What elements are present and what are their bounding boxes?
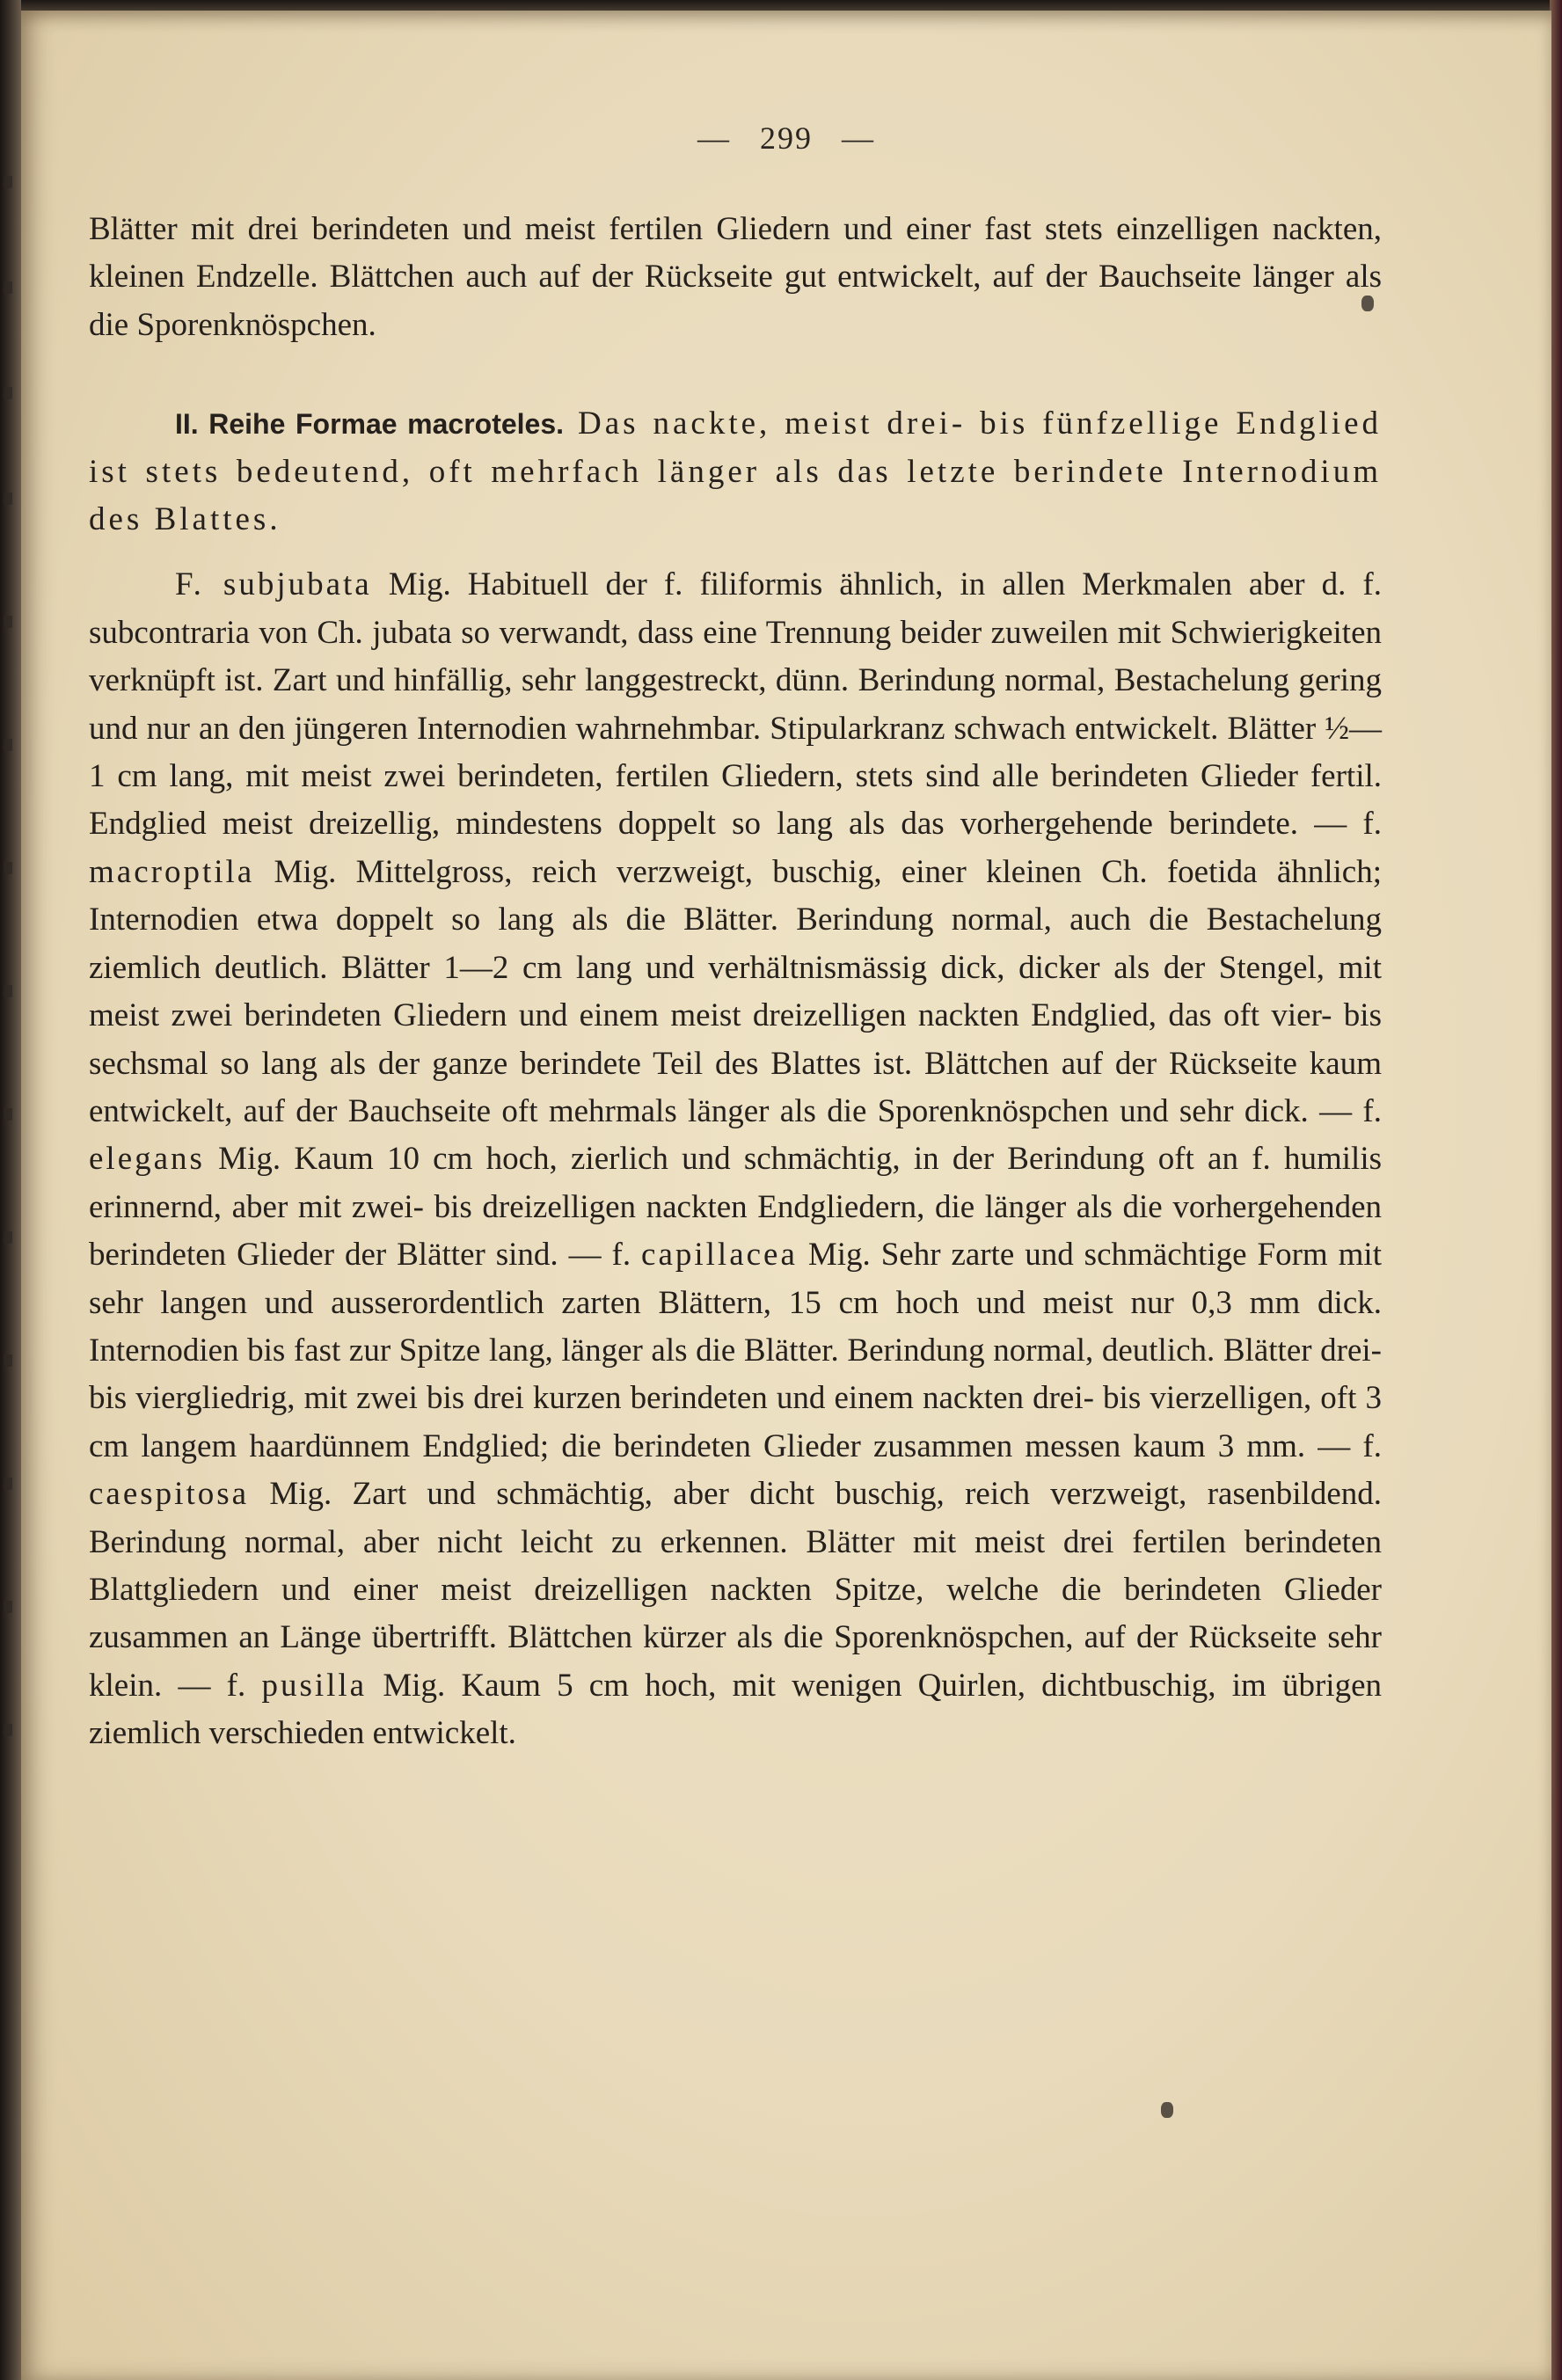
margin-mark bbox=[4, 1724, 12, 1736]
form-name-macroptila: macroptila bbox=[89, 853, 255, 890]
paragraph-series-heading bbox=[89, 400, 1382, 544]
form-text-caespitosa: Mig. Zart und schmächtig, aber dicht buschig, reich verzweigt, rasenbildend. Berindung normal, aber nicht leicht zu erkennen. Blätter mit meist drei fertilen berindeten Blattgliedern und einer meist dreizelligen nackten Spitze, welche die berindeten Glieder zusammen an Länge übertrifft. Blättchen kürzer als die Sporenknöspchen, auf der Rückseite sehr klein. — f. bbox=[89, 1476, 1382, 1704]
form-text-elegans: Mig. Kaum 10 cm hoch, zierlich und schmächtig, in der Berindung oft an f. humilis erinnernd, aber mit zwei- bis dreizelligen nackten Endgliedern, die länger als die vorhergehenden berindeten Glieder der Blätter sind. — f. bbox=[89, 1141, 1382, 1274]
margin-mark bbox=[4, 862, 12, 874]
page-number: 299 bbox=[760, 120, 813, 156]
header-dash-right: — bbox=[842, 120, 875, 156]
adjacent-page-marks bbox=[0, 123, 18, 1882]
series-heading: II. Reihe Formae macroteles. bbox=[175, 408, 565, 441]
margin-mark bbox=[4, 616, 12, 628]
margin-mark bbox=[4, 985, 12, 997]
margin-mark bbox=[4, 493, 12, 505]
header-dash-left: — bbox=[697, 120, 731, 156]
margin-mark bbox=[4, 387, 12, 399]
margin-mark bbox=[4, 739, 12, 751]
form-name-capillacea: capillacea bbox=[641, 1237, 798, 1274]
ink-spot bbox=[1161, 2102, 1173, 2118]
body-text bbox=[89, 206, 1382, 1758]
book-spine-edge bbox=[0, 0, 21, 2380]
margin-mark bbox=[4, 1231, 12, 1244]
margin-mark bbox=[4, 1108, 12, 1121]
form-text-pusilla: Mig. Kaum 5 cm hoch, mit wenigen Quirlen, dichtbuschig, im übrigen ziemlich verschieden entwickelt. bbox=[89, 1667, 1382, 1752]
margin-mark bbox=[4, 1354, 12, 1367]
margin-mark bbox=[4, 1601, 12, 1613]
form-text-capillacea: Mig. Sehr zarte und schmächtige Form mit sehr langen und ausserordentlich zarten Blättern, 15 cm hoch und meist nur 0,3 mm dick. Internodien bis fast zur Spitze lang, länger als die Blätter. Berindung normal, deutlich. Blätter drei- bis viergliedrig, mit zwei bis drei kurzen berindeten und einem nackten drei- bis vierzelligen, oft 3 cm langem haardünnem Endglied; die berindeten Glieder zusammen messen kaum 3 mm. — f. bbox=[89, 1237, 1382, 1464]
series-description: Das nackte, meist drei- bis fünfzellige Endglied ist stets bedeutend, oft mehrfach länger als das letzte berindete Internodium des Blattes. bbox=[89, 405, 1383, 538]
form-text-subjubata: Mig. Habituell der f. filiformis ähnlich, in allen Merkmalen aber d. f. subcontraria von Ch. jubata so verwandt, dass eine Trennung beider zuweilen mit Schwierigkeiten verknüpft ist. Zart und hinfällig, sehr langgestreckt, dünn. Berindung normal, Bestachelung gering und nur an den jüngeren Internodien wahrnehmbar. Stipularkranz schwach entwickelt. Blätter ½—1 cm lang, mit meist zwei berindeten, fertilen Gliedern, stets sind alle berindeten Glieder fertil. Endglied meist dreizellig, mindestens doppelt so lang als das vorhergehende berindete. — f. bbox=[89, 566, 1383, 843]
form-name-caespitosa: caespitosa bbox=[89, 1476, 250, 1513]
paragraph-forms bbox=[89, 561, 1382, 1757]
form-name-pusilla: pusilla bbox=[261, 1667, 368, 1704]
paragraph-leaf-description: Blätter mit drei berindeten und meist fertilen Gliedern und einer fast stets einzelligen nackten, kleinen Endzelle. Blättchen auch auf der Rückseite gut entwickelt, auf der Bauchseite länger als die Sporenknöspchen. bbox=[89, 211, 1382, 343]
page-header bbox=[21, 120, 1551, 157]
form-name-elegans: elegans bbox=[89, 1141, 205, 1178]
margin-mark bbox=[4, 281, 12, 294]
margin-mark bbox=[4, 176, 12, 188]
form-text-macroptila: Mig. Mittelgross, reich verzweigt, buschig, einer kleinen Ch. foetida ähnlich; Internodien etwa doppelt so lang als die Blätter. Berindung normal, auch die Bestachelung ziemlich deutlich. Blätter 1—2 cm lang und verhältnismässig dick, dicker als der Stengel, mit meist zwei berindeten Gliedern und einem meist dreizelligen nackten Endglied, das oft vier- bis sechsmal so lang als der ganze berindete Teil des Blattes ist. Blättchen auf der Rückseite kaum entwickelt, auf der Bauchseite oft mehrmals länger als die Sporenknöspchen und sehr dick. — f. bbox=[89, 853, 1382, 1129]
form-name-subjubata: F. subjubata bbox=[175, 566, 372, 603]
margin-mark bbox=[4, 1478, 12, 1490]
book-edge-right bbox=[1550, 0, 1562, 2380]
ink-spot bbox=[1361, 296, 1374, 311]
book-page bbox=[21, 11, 1551, 2380]
